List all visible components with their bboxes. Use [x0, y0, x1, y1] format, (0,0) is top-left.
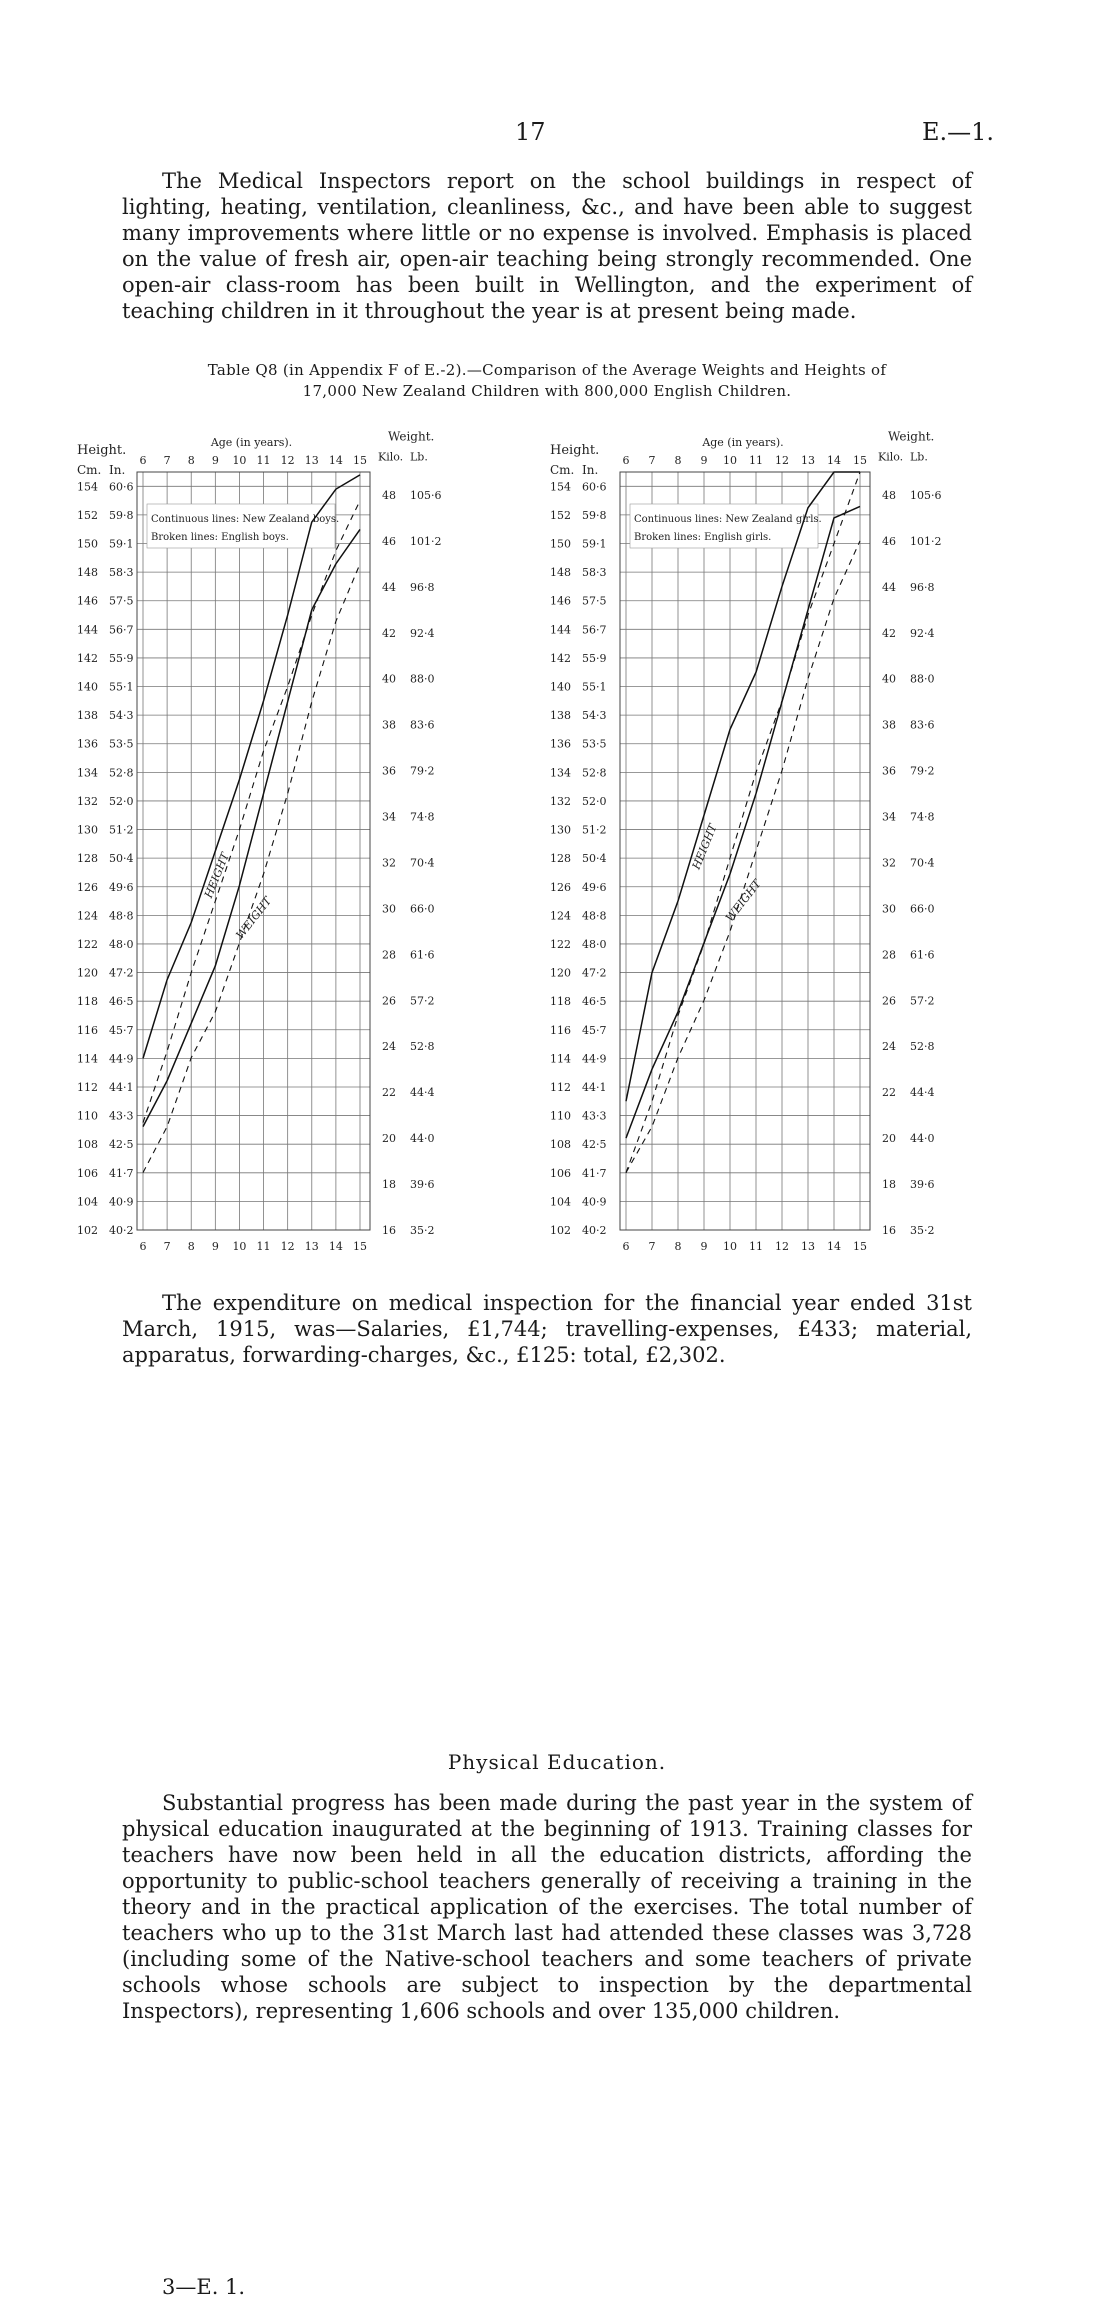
height-tick-in: 46·5: [582, 995, 607, 1009]
height-tick-cm: 138: [77, 709, 98, 723]
height-tick-cm: 128: [77, 852, 98, 866]
weight-curve-label: WEIGHT: [723, 877, 764, 925]
age-tick-top: 11: [256, 454, 271, 467]
height-tick-in: 48·0: [582, 937, 607, 951]
new-zealand-boys-height-line: [143, 475, 360, 1059]
weight-tick-kilo: 40: [382, 672, 396, 686]
height-tick-in: 59·1: [582, 537, 607, 551]
weight-tick-kilo: 36: [882, 764, 896, 778]
height-tick-in: 40·9: [582, 1195, 607, 1209]
english-girls-weight-line: [626, 541, 860, 1173]
height-tick-in: 48·8: [109, 909, 134, 923]
height-tick-in: 42·5: [109, 1138, 134, 1152]
height-tick-in: 55·1: [582, 680, 607, 694]
height-tick-in: 43·3: [582, 1109, 607, 1123]
height-tick-cm: 122: [77, 937, 98, 951]
age-axis-title: Age (in years).: [210, 436, 293, 449]
height-tick-cm: 102: [77, 1224, 98, 1237]
weight-tick-lb: 83·6: [910, 718, 935, 732]
weight-tick-kilo: 28: [382, 948, 396, 962]
weight-tick-kilo: 48: [882, 488, 896, 502]
age-tick-top: 8: [187, 454, 195, 467]
age-tick-bottom: 10: [723, 1240, 737, 1253]
height-tick-cm: 118: [550, 995, 571, 1009]
age-tick-top: 9: [700, 454, 708, 467]
weight-tick-lb: 61·6: [410, 948, 435, 962]
weight-tick-kilo: 28: [882, 948, 896, 962]
height-tick-cm: 114: [550, 1052, 571, 1066]
age-tick-bottom: 9: [211, 1240, 219, 1253]
age-tick-bottom: 9: [700, 1240, 708, 1253]
in-column-label: In.: [582, 463, 599, 477]
height-tick-in: 53·5: [109, 737, 134, 751]
height-tick-in: 46·5: [109, 995, 134, 1009]
height-tick-in: 43·3: [109, 1109, 134, 1123]
weight-tick-lb: 88·0: [410, 672, 435, 686]
height-tick-in: 47·2: [582, 966, 607, 980]
height-tick-cm: 142: [77, 651, 98, 665]
weight-tick-lb: 79·2: [410, 764, 435, 778]
weight-tick-kilo: 22: [882, 1086, 896, 1100]
weight-tick-lb: 92·4: [910, 626, 935, 640]
height-tick-in: 42·5: [582, 1138, 607, 1152]
height-tick-cm: 154: [77, 480, 98, 494]
height-tick-cm: 136: [77, 737, 98, 751]
weight-tick-kilo: 44: [882, 580, 896, 594]
height-tick-in: 40·2: [582, 1224, 607, 1237]
height-curve-label: HEIGHT: [689, 822, 720, 872]
weight-tick-kilo: 16: [382, 1224, 396, 1237]
weight-tick-lb: 101·2: [910, 534, 942, 548]
height-tick-in: 58·3: [582, 566, 607, 580]
weight-axis-title: Weight.: [888, 430, 935, 444]
age-tick-bottom: 14: [328, 1240, 343, 1253]
table-caption: [122, 360, 972, 402]
height-tick-cm: 128: [550, 852, 571, 866]
age-tick-bottom: 15: [353, 1240, 367, 1253]
height-tick-in: 45·7: [582, 1023, 607, 1037]
height-tick-cm: 150: [550, 537, 571, 551]
height-tick-in: 55·9: [582, 651, 607, 665]
height-tick-cm: 134: [77, 766, 98, 780]
height-tick-cm: 110: [77, 1109, 98, 1123]
boys-chart: [75, 430, 465, 1260]
height-tick-cm: 154: [550, 480, 571, 494]
height-tick-cm: 120: [550, 966, 571, 980]
weight-tick-kilo: 30: [882, 902, 896, 916]
height-tick-in: 59·8: [582, 508, 607, 522]
height-tick-in: 53·5: [582, 737, 607, 751]
height-tick-cm: 140: [77, 680, 98, 694]
height-tick-in: 57·5: [582, 594, 607, 608]
weight-tick-kilo: 26: [382, 994, 396, 1008]
height-tick-in: 60·6: [109, 480, 134, 494]
weight-tick-kilo: 46: [882, 534, 896, 548]
page-number: 17: [515, 118, 546, 146]
height-tick-cm: 140: [550, 680, 571, 694]
weight-tick-lb: 79·2: [910, 764, 935, 778]
legend-continuous: Continuous lines: New Zealand girls.: [634, 514, 822, 525]
cm-column-label: Cm.: [77, 463, 102, 477]
age-tick-bottom: 7: [648, 1240, 656, 1253]
height-tick-in: 51·2: [582, 823, 607, 837]
height-tick-cm: 146: [77, 594, 98, 608]
height-tick-in: 44·9: [582, 1052, 607, 1066]
weight-tick-lb: 66·0: [910, 902, 935, 916]
weight-tick-lb: 57·2: [910, 994, 935, 1008]
cm-column-label: Cm.: [550, 463, 575, 477]
weight-tick-kilo: 18: [882, 1178, 896, 1192]
height-tick-in: 41·7: [109, 1166, 134, 1180]
lb-column-label: Lb.: [910, 450, 928, 464]
weight-tick-lb: 96·8: [410, 580, 435, 594]
height-tick-cm: 130: [550, 823, 571, 837]
legend-continuous: Continuous lines: New Zealand boys.: [151, 514, 340, 525]
weight-axis-title: Weight.: [388, 430, 435, 444]
weight-tick-lb: 57·2: [410, 994, 435, 1008]
weight-tick-lb: 96·8: [910, 580, 935, 594]
height-tick-in: 45·7: [109, 1023, 134, 1037]
weight-tick-lb: 70·4: [910, 856, 935, 870]
height-axis-title: Height.: [77, 443, 127, 458]
height-tick-in: 44·1: [109, 1080, 134, 1094]
height-tick-cm: 152: [550, 508, 571, 522]
weight-tick-kilo: 32: [382, 856, 396, 870]
height-tick-in: 60·6: [582, 480, 607, 494]
weight-tick-kilo: 30: [382, 902, 396, 916]
weight-tick-lb: 35·2: [910, 1224, 935, 1237]
physical-education-paragraph: Substantial progress has been made during the past year in the system of physical education inaugurated at the beginning of 1913. Training classes for teachers have now been held in all the education districts, affording the opportunity to public-school teachers generally of receiving a training in the theory and in the practical application of the exercises. The total number of teachers who up to the 31st March last had attended these classes was 3,728 (including some of the Native-school teachers and some teachers of private schools whose schools are subject to inspection by the departmental Inspectors), representing 1,606 schools and over 135,000 children.: [122, 1791, 972, 2023]
plot-frame: [137, 472, 370, 1230]
weight-tick-lb: 61·6: [910, 948, 935, 962]
age-tick-top: 14: [827, 454, 841, 467]
weight-tick-lb: 52·8: [910, 1040, 935, 1054]
height-tick-cm: 144: [77, 623, 98, 637]
height-tick-cm: 116: [550, 1023, 571, 1037]
height-tick-cm: 120: [77, 966, 98, 980]
height-tick-cm: 136: [550, 737, 571, 751]
weight-tick-kilo: 24: [882, 1040, 896, 1054]
weight-tick-lb: 44·0: [910, 1132, 935, 1146]
weight-tick-lb: 44·4: [410, 1086, 435, 1100]
height-tick-cm: 104: [77, 1195, 98, 1209]
age-tick-top: 15: [353, 454, 367, 467]
weight-tick-kilo: 20: [382, 1132, 396, 1146]
height-tick-cm: 132: [550, 794, 571, 808]
height-tick-in: 41·7: [582, 1166, 607, 1180]
age-tick-bottom: 10: [232, 1240, 247, 1253]
new-zealand-girls-weight-line: [626, 506, 860, 1138]
age-tick-top: 10: [232, 454, 247, 467]
weight-tick-lb: 70·4: [410, 856, 435, 870]
height-tick-in: 50·4: [109, 852, 134, 866]
height-tick-cm: 144: [550, 623, 571, 637]
height-tick-cm: 118: [77, 995, 98, 1009]
age-tick-bottom: 7: [163, 1240, 171, 1253]
height-tick-cm: 126: [550, 880, 571, 894]
height-tick-cm: 112: [77, 1080, 98, 1094]
height-tick-in: 50·4: [582, 852, 607, 866]
weight-tick-kilo: 18: [382, 1178, 396, 1192]
weight-tick-lb: 74·8: [410, 810, 435, 824]
english-boys-weight-line: [143, 564, 360, 1173]
height-tick-cm: 108: [77, 1138, 98, 1152]
height-tick-in: 54·3: [582, 709, 607, 723]
height-tick-in: 51·2: [109, 823, 134, 837]
age-tick-bottom: 11: [256, 1240, 271, 1253]
age-tick-top: 7: [648, 454, 656, 467]
height-tick-cm: 132: [77, 794, 98, 808]
age-tick-bottom: 13: [304, 1240, 319, 1253]
height-tick-cm: 116: [77, 1023, 98, 1037]
lb-column-label: Lb.: [410, 450, 428, 464]
age-tick-top: 7: [163, 454, 171, 467]
height-tick-cm: 102: [550, 1224, 571, 1237]
height-tick-cm: 124: [77, 909, 98, 923]
weight-tick-kilo: 38: [382, 718, 396, 732]
height-tick-cm: 138: [550, 709, 571, 723]
height-tick-in: 44·1: [582, 1080, 607, 1094]
height-tick-in: 55·9: [109, 651, 134, 665]
height-tick-cm: 124: [550, 909, 571, 923]
height-tick-cm: 152: [77, 508, 98, 522]
age-tick-bottom: 8: [674, 1240, 682, 1253]
weight-tick-kilo: 42: [882, 626, 896, 640]
weight-tick-lb: 74·8: [910, 810, 935, 824]
height-tick-cm: 134: [550, 766, 571, 780]
age-tick-bottom: 11: [749, 1240, 763, 1253]
height-tick-cm: 112: [550, 1080, 571, 1094]
height-tick-in: 40·2: [109, 1224, 134, 1237]
weight-tick-lb: 52·8: [410, 1040, 435, 1054]
legend-broken: Broken lines: English girls.: [634, 532, 772, 543]
height-tick-in: 56·7: [109, 623, 134, 637]
height-tick-cm: 108: [550, 1138, 571, 1152]
height-tick-cm: 130: [77, 823, 98, 837]
new-zealand-boys-weight-line: [143, 529, 360, 1126]
weight-tick-kilo: 22: [382, 1086, 396, 1100]
height-tick-in: 59·1: [109, 537, 134, 551]
height-tick-in: 55·1: [109, 680, 134, 694]
height-tick-in: 57·5: [109, 594, 134, 608]
weight-tick-kilo: 44: [382, 580, 396, 594]
weight-tick-kilo: 32: [882, 856, 896, 870]
age-tick-top: 12: [280, 454, 295, 467]
english-girls-height-line: [626, 472, 860, 1173]
table-caption-line-1: Table Q8 (in Appendix F of E.-2).—Comparison of the Average Weights and Heights of: [207, 361, 887, 379]
weight-tick-lb: 88·0: [910, 672, 935, 686]
weight-tick-lb: 83·6: [410, 718, 435, 732]
age-tick-top: 12: [775, 454, 789, 467]
age-tick-top: 10: [723, 454, 737, 467]
document-reference: E.—1.: [921, 118, 994, 146]
height-tick-in: 52·8: [109, 766, 134, 780]
girls-chart: [548, 430, 968, 1260]
age-axis-title: Age (in years).: [702, 436, 784, 449]
height-tick-cm: 148: [550, 566, 571, 580]
height-tick-in: 47·2: [109, 966, 134, 980]
weight-tick-kilo: 42: [382, 626, 396, 640]
height-curve-label: HEIGHT: [202, 850, 232, 900]
age-tick-bottom: 15: [853, 1240, 867, 1253]
height-tick-cm: 114: [77, 1052, 98, 1066]
weight-tick-lb: 105·6: [910, 488, 942, 502]
weight-tick-kilo: 48: [382, 488, 396, 502]
height-tick-cm: 110: [550, 1109, 571, 1123]
age-tick-top: 9: [211, 454, 219, 467]
weight-tick-kilo: 36: [382, 764, 396, 778]
weight-tick-lb: 92·4: [410, 626, 435, 640]
age-tick-bottom: 13: [801, 1240, 815, 1253]
height-tick-in: 48·0: [109, 937, 134, 951]
height-tick-in: 52·0: [582, 794, 607, 808]
weight-tick-kilo: 20: [882, 1132, 896, 1146]
expenditure-paragraph: The expenditure on medical inspection for the financial year ended 31st March, 1915, was—Salaries, £1,744; travelling-expenses, £433; material, apparatus, forwarding-charges, &c., £125: total, £2,302.: [122, 1291, 972, 1367]
weight-curve-label: WEIGHT: [233, 894, 275, 942]
height-tick-cm: 126: [77, 880, 98, 894]
chart-grid: [137, 472, 370, 1230]
weight-tick-kilo: 16: [882, 1224, 896, 1237]
height-tick-in: 52·0: [109, 794, 134, 808]
age-tick-bottom: 14: [827, 1240, 841, 1253]
age-tick-bottom: 8: [187, 1240, 195, 1253]
height-tick-in: 49·6: [109, 880, 134, 894]
weight-tick-kilo: 46: [382, 534, 396, 548]
weight-tick-kilo: 34: [882, 810, 896, 824]
kilo-column-label: Kilo.: [878, 450, 904, 464]
weight-tick-lb: 39·6: [410, 1178, 435, 1192]
weight-tick-kilo: 40: [882, 672, 896, 686]
age-tick-top: 6: [622, 454, 630, 467]
weight-tick-lb: 66·0: [410, 902, 435, 916]
weight-tick-kilo: 34: [382, 810, 396, 824]
weight-tick-kilo: 26: [882, 994, 896, 1008]
new-zealand-girls-height-line: [626, 472, 860, 1101]
height-tick-cm: 146: [550, 594, 571, 608]
weight-tick-lb: 101·2: [410, 534, 442, 548]
height-tick-cm: 106: [77, 1166, 98, 1180]
height-tick-in: 52·8: [582, 766, 607, 780]
height-tick-cm: 122: [550, 937, 571, 951]
age-tick-top: 13: [801, 454, 815, 467]
section-heading: Physical Education.: [447, 1750, 667, 1774]
weight-tick-lb: 35·2: [410, 1224, 435, 1237]
weight-tick-lb: 39·6: [910, 1178, 935, 1192]
height-tick-cm: 142: [550, 651, 571, 665]
age-tick-top: 14: [328, 454, 343, 467]
height-tick-in: 59·8: [109, 508, 134, 522]
height-tick-in: 56·7: [582, 623, 607, 637]
height-tick-cm: 104: [550, 1195, 571, 1209]
height-tick-cm: 106: [550, 1166, 571, 1180]
weight-tick-kilo: 38: [882, 718, 896, 732]
chart-grid: [620, 472, 870, 1230]
legend-broken: Broken lines: English boys.: [151, 532, 289, 543]
height-tick-in: 48·8: [582, 909, 607, 923]
weight-tick-lb: 105·6: [410, 488, 442, 502]
height-tick-in: 58·3: [109, 566, 134, 580]
age-tick-top: 6: [139, 454, 147, 467]
age-tick-bottom: 12: [280, 1240, 295, 1253]
age-tick-bottom: 12: [775, 1240, 789, 1253]
height-tick-in: 44·9: [109, 1052, 134, 1066]
height-tick-in: 49·6: [582, 880, 607, 894]
age-tick-top: 11: [749, 454, 763, 467]
in-column-label: In.: [109, 463, 126, 477]
height-tick-in: 54·3: [109, 709, 134, 723]
weight-tick-kilo: 24: [382, 1040, 396, 1054]
age-tick-top: 15: [853, 454, 867, 467]
height-tick-in: 40·9: [109, 1195, 134, 1209]
age-tick-top: 8: [674, 454, 682, 467]
height-axis-title: Height.: [550, 443, 600, 458]
weight-tick-lb: 44·4: [910, 1086, 935, 1100]
table-caption-line-2: 17,000 New Zealand Children with 800,000 English Children.: [302, 382, 792, 400]
age-tick-bottom: 6: [622, 1240, 630, 1253]
height-tick-cm: 150: [77, 537, 98, 551]
plot-frame: [620, 472, 870, 1230]
intro-paragraph: The Medical Inspectors report on the school buildings in respect of lighting, heating, ventilation, cleanliness, &c., and have been able to suggest many improvements where little or no expense is involved. Emphasis is placed on the value of fresh air, open-air teaching being strongly recommended. One open-air class-room has been built in Wellington, and the experiment of teaching children in it throughout the year is at present being made.: [122, 169, 972, 323]
age-tick-top: 13: [304, 454, 319, 467]
age-tick-bottom: 6: [139, 1240, 147, 1253]
kilo-column-label: Kilo.: [378, 450, 404, 464]
footer-reference: 3—E. 1.: [162, 2275, 246, 2299]
weight-tick-lb: 44·0: [410, 1132, 435, 1146]
height-tick-cm: 148: [77, 566, 98, 580]
